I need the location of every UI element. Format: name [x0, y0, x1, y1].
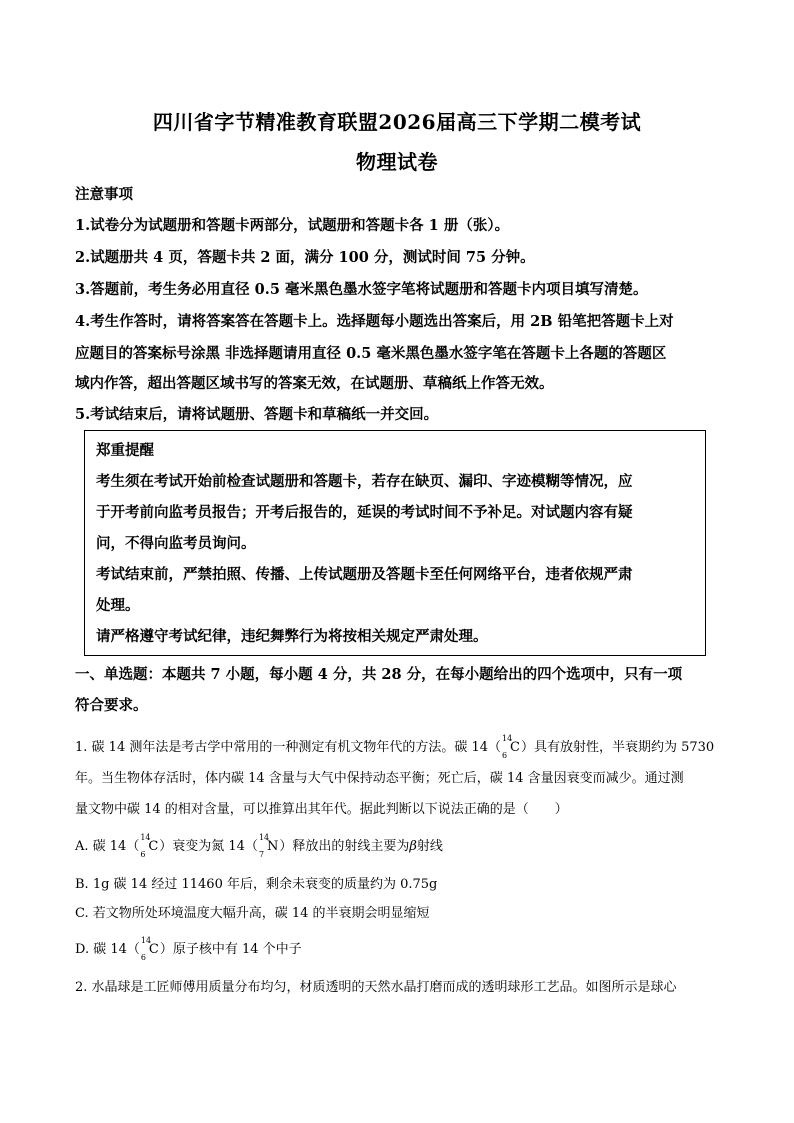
q1-stem-line-1: [75, 734, 715, 760]
reminder-box: [84, 430, 706, 656]
n14-symbol: N: [266, 839, 279, 854]
q1-option-d: [75, 936, 302, 962]
notice-item-5: 5.考试结束后，请将试题册、答题卡和草稿纸一并交回。: [75, 406, 439, 423]
c14-atomic-number: 6: [140, 953, 146, 962]
q1-option-a-text-3: ）释放出的射线主要为: [279, 839, 410, 854]
reminder-line-2: 于开考前向监考员报告；开考后报告的，延误的考试时间不予补足。对试题内容有疑: [96, 504, 633, 521]
c14-mass-number: 14: [502, 734, 513, 743]
n14-atomic-number: 7: [258, 850, 265, 859]
q1-option-c: C. 若文物所处环境温度大幅升高，碳 14 的半衰期会明显缩短: [75, 906, 430, 921]
notice-heading: 注意事项: [75, 186, 133, 203]
n14-mass-number: 14: [258, 833, 270, 842]
section-heading-cont: 符合要求。: [75, 697, 148, 714]
c14-isotope: [140, 833, 159, 859]
q1-option-d-text-1: D. 碳 14（: [75, 942, 140, 957]
notice-item-4-cont2: 域内作答，超出答题区域书写的答案无效，在试题册、草稿纸上作答无效。: [75, 375, 554, 392]
q2-stem-line-1: 2. 水晶球是工匠师傅用质量分布均匀，材质透明的天然水晶打磨而成的透明球形工艺品。如图所示是球心: [75, 980, 677, 995]
reminder-heading: 郑重提醒: [96, 442, 154, 459]
q1-option-a-text-4: 射线: [416, 839, 443, 854]
reminder-line-5: 处理。: [96, 597, 140, 614]
c14-isotope: [502, 734, 520, 760]
q1-option-b: B. 1g 碳 14 经过 11460 年后，剩余未衰变的质量约为 0.75g: [75, 877, 438, 892]
reminder-line-4: 考试结束前，严禁拍照、传播、上传试题册及答题卡至任何网络平台，违者依规严肃: [96, 566, 633, 583]
notice-item-2: 2.试题册共 4 页，答题卡共 2 面，满分 100 分，测试时间 75 分钟。: [75, 249, 535, 266]
reminder-line-6: 请严格遵守考试纪律，违纪舞弊行为将按相关规定严肃处理。: [96, 628, 488, 645]
q1-option-d-text-2: ）原子核中有 14 个中子: [159, 942, 302, 957]
reminder-line-1: 考生须在考试开始前检查试题册和答题卡，若存在缺页、漏印、字迹模糊等情况，应: [96, 473, 633, 490]
c14-symbol: C: [148, 942, 159, 957]
notice-item-4-cont: 应题目的答案标号涂黑 非选择题请用直径 0.5 毫米黑色墨水签字笔在答题卡上各题的答题区: [75, 345, 667, 362]
q1-option-a: [75, 833, 443, 859]
n14-isotope: [258, 833, 279, 859]
q1-stem-text-a: 1. 碳 14 测年法是考古学中常用的一种测定有机文物年代的方法。碳 14（: [75, 740, 502, 755]
beta-symbol: β: [409, 839, 417, 854]
c14-mass-number: 14: [140, 936, 152, 945]
exam-subtitle: 物理试卷: [356, 150, 438, 174]
q1-stem-line-2: 年。当生物体存活时，体内碳 14 含量与大气中保持动态平衡；死亡后，碳 14 含量因衰变而减少。通过测: [75, 771, 684, 786]
c14-atomic-number: 6: [502, 751, 508, 760]
c14-symbol: C: [510, 740, 520, 755]
q1-stem-text-b: ）具有放射性，半衰期约为 5730: [520, 740, 715, 755]
notice-item-1: 1.试卷分为试题册和答题卡两部分，试题册和答题卡各 1 册（张）。: [75, 217, 510, 234]
q1-option-a-text-1: A. 碳 14（: [75, 839, 140, 854]
c14-mass-number: 14: [140, 833, 151, 842]
c14-symbol: C: [148, 839, 159, 854]
c14-atomic-number: 6: [140, 850, 146, 859]
exam-title: 四川省字节精准教育联盟2026届高三下学期二模考试: [152, 110, 642, 134]
c14-isotope: [140, 936, 159, 962]
notice-item-3: 3.答题前，考生务必用直径 0.5 毫米黑色墨水签字笔将试题册和答题卡内项目填写清楚。: [75, 281, 648, 298]
notice-item-4: 4.考生作答时，请将答案答在答题卡上。选择题每小题选出答案后，用 2B 铅笔把答题卡上对: [75, 313, 674, 330]
q1-option-a-text-2: ）衰变为氮 14（: [159, 839, 258, 854]
section-heading: 一、单选题：本题共 7 小题，每小题 4 分，共 28 分，在每小题给出的四个选项中，只有一项: [75, 666, 683, 683]
q1-stem-line-3: 量文物中碳 14 的相对含量，可以推算出其年代。据此判断以下说法正确的是（ ）: [75, 802, 568, 817]
reminder-line-3: 问，不得向监考员询问。: [96, 535, 256, 552]
